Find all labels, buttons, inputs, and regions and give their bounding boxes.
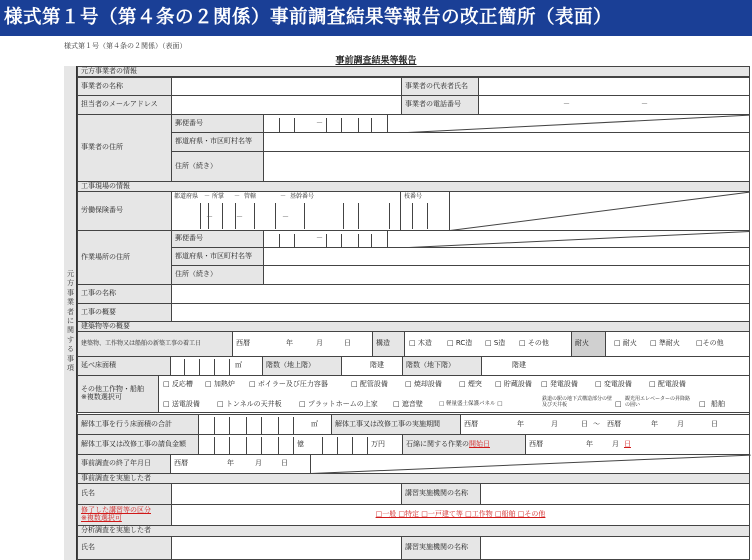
page-banner: 様式第１号（第４条の２関係）事前調査結果等報告の改正箇所（表面）	[0, 0, 752, 36]
floor-area-label: 延べ床面積	[77, 356, 171, 376]
representative-label: 事業者の代表者氏名	[401, 77, 479, 96]
floors-above-label: 階数（地上階）	[262, 356, 342, 376]
option-incinerator[interactable]: □ 焼却設備	[405, 380, 442, 388]
option-substation[interactable]: □ 変電設備	[595, 380, 632, 388]
floors-unit: 階建	[512, 361, 526, 370]
era-label: 西暦	[607, 419, 621, 428]
structure-option-other[interactable]: □ その他	[519, 339, 549, 348]
digit-box	[214, 417, 230, 434]
floors-below-label: 階数（地下階）	[402, 356, 482, 376]
digit-box	[254, 203, 276, 229]
day-label: 日	[711, 419, 718, 428]
survey-end-field[interactable]	[170, 454, 311, 474]
work-period-field[interactable]	[460, 414, 750, 435]
surveyor-section-header: 事前調査を実施した者	[77, 473, 750, 484]
option-sound-barrier[interactable]: □ 遮音壁	[393, 400, 423, 408]
option-ship[interactable]: 船舶	[711, 400, 725, 408]
digit-box	[214, 359, 230, 375]
option-power-gen[interactable]: □ 発電設備	[541, 380, 578, 388]
work-outline-label: 工事の概要	[77, 303, 172, 322]
structure-label: 構造	[372, 331, 405, 357]
construction-start-field[interactable]	[232, 331, 373, 357]
digit-box	[358, 203, 390, 229]
ins-office-label: 管轄	[244, 193, 257, 200]
oku-unit: 億	[297, 439, 304, 448]
survey-end-label: 事前調査の終了年月日	[77, 454, 171, 474]
street-label: 住所（続き）	[171, 265, 264, 285]
fire-option-fireproof[interactable]: □ 耐火	[614, 339, 637, 348]
asbestos-work-start-field[interactable]	[525, 434, 750, 455]
option-checkbox[interactable]: □	[699, 400, 706, 408]
form-title: 事前調査結果等報告	[335, 56, 417, 66]
ins-jurisdiction-label: 所掌	[212, 193, 225, 200]
option-piping[interactable]: □ 配管設備	[351, 380, 388, 388]
digit-box	[358, 234, 372, 247]
digit-box	[184, 359, 200, 375]
ins-dash: －	[234, 193, 241, 200]
structure-option-wood[interactable]: □ 木造	[409, 339, 432, 348]
digit-box	[222, 203, 236, 229]
year-label: 年	[651, 419, 658, 428]
day-label: 日	[581, 419, 588, 428]
option-checkbox[interactable]: □	[615, 400, 622, 408]
ins-dash: －	[204, 193, 211, 200]
ins-dash: －	[206, 213, 213, 221]
ins-dash: －	[282, 213, 289, 221]
digit-box	[326, 118, 342, 132]
insurance-label: 労働保険番号	[77, 191, 172, 231]
fire-option-semi[interactable]: □ 準耐火	[650, 339, 680, 348]
option-platform-roof[interactable]: □ プラットホームの上家	[299, 400, 378, 408]
floors-unit: 階建	[370, 361, 384, 370]
floors-above-field[interactable]	[341, 356, 403, 376]
digit-box	[412, 203, 428, 229]
era-label: 西暦	[174, 459, 188, 468]
demolition-area-label: 解体工事を行う床面積の合計	[77, 414, 199, 435]
era-label: 西暦	[529, 439, 543, 448]
phone-separator: －	[563, 100, 570, 109]
digit-box	[200, 203, 209, 229]
course-type-title: 修了した講習等の区分	[81, 506, 151, 515]
day-label: 日	[344, 339, 351, 348]
option-tunnel-ceiling[interactable]: □ トンネルの天井板	[217, 400, 282, 408]
side-label: 元方事業者に関する事項	[67, 270, 74, 373]
month-label: 月	[551, 419, 558, 428]
ins-branch-label: 枝番号	[404, 193, 423, 200]
building-section-header: 建築物等の概要	[77, 321, 750, 332]
course-type-label	[77, 504, 172, 526]
digit-box	[214, 437, 230, 454]
postal-label: 郵便番号	[171, 114, 264, 133]
phone-label: 事業者の電話番号	[401, 95, 479, 115]
construction-start-label: 建築物、工作物又は船舶の新築工事の着工日	[77, 331, 233, 357]
ins-base-number-label: 基幹番号	[290, 193, 315, 200]
digit-box	[326, 234, 342, 247]
digit-box	[278, 417, 294, 434]
work-name-label: 工事の名称	[77, 284, 172, 304]
contractor-section-header: 元方事業者の情報	[77, 66, 750, 77]
phone-field[interactable]	[478, 95, 750, 115]
option-embankment-panel[interactable]: □ 軽量盛土保護パネル □	[439, 401, 503, 407]
surveyor-name-field[interactable]	[171, 483, 402, 505]
option-storage[interactable]: □ 貯蔵設備	[495, 380, 532, 388]
month-label: 月	[255, 459, 262, 468]
digit-box	[278, 437, 294, 454]
course-type-checkboxes[interactable]: □一般 □特定 □一戸建て等 □工作物 □船舶 □その他	[375, 510, 546, 519]
prefecture-field[interactable]	[263, 132, 750, 152]
multi-select-note: ※複数選択可	[81, 393, 122, 401]
company-name-label: 事業者の名称	[77, 77, 172, 96]
contract-amount-label: 解体工事又は改修工事の請負金額	[77, 434, 199, 455]
form-number-label: 様式第１号（第４条の２関係）（表面）	[64, 42, 187, 50]
course-org-label: 講習実施機関の名称	[401, 483, 481, 505]
digit-box	[246, 437, 262, 454]
digit-box	[358, 118, 372, 132]
month-label: 月	[612, 439, 619, 448]
work-street-field[interactable]	[263, 265, 750, 285]
era-label: 西暦	[236, 339, 250, 348]
option-transmission[interactable]: □ 送電設備	[163, 400, 200, 408]
work-name-field[interactable]	[171, 284, 750, 304]
fire-option-other[interactable]: □その他	[696, 339, 724, 348]
option-reaction-tank[interactable]: □ 反応槽	[163, 380, 193, 388]
phone-separator: －	[641, 100, 648, 109]
structure-option-steel[interactable]: □ S造	[485, 339, 506, 348]
year-label: 年	[517, 419, 524, 428]
day-label: 日	[281, 459, 288, 468]
company-name-field[interactable]	[171, 77, 402, 96]
surveyor-name-label: 氏名	[77, 483, 172, 505]
fire-resistance-options[interactable]	[605, 331, 750, 357]
option-boiler[interactable]: □ ボイラー及び圧力容器	[249, 380, 328, 388]
work-outline-field[interactable]	[171, 303, 750, 322]
other-structures-title: その他工作物・船舶	[81, 385, 144, 394]
day-label-red: 日	[624, 439, 631, 448]
analyst-name-field[interactable]	[171, 536, 402, 560]
man-yen-unit: 万円	[371, 439, 385, 448]
course-type-options[interactable]	[171, 504, 750, 526]
sqm-unit: ㎡	[235, 361, 242, 370]
work-prefecture-field[interactable]	[263, 247, 750, 266]
option-chimney[interactable]: □ 煙突	[459, 380, 482, 388]
representative-field[interactable]	[478, 77, 750, 96]
work-address-label: 作業場所の住所	[77, 230, 172, 285]
analyst-course-org-field[interactable]	[480, 536, 750, 560]
digit-box	[352, 437, 368, 454]
street-field[interactable]	[263, 151, 750, 182]
option-sightseeing-elevator[interactable]: 観光用エレベーターの昇降路の囲い	[625, 396, 691, 408]
asbestos-start-red: 開始日	[469, 439, 490, 448]
course-org-field[interactable]	[480, 483, 750, 505]
option-distribution[interactable]: □ 配電設備	[649, 380, 686, 388]
ins-dash: －	[280, 193, 287, 200]
analyst-name-label: 氏名	[77, 536, 172, 560]
digit-box	[279, 234, 295, 247]
asbestos-work-start-label	[402, 434, 526, 455]
structure-options[interactable]	[404, 331, 572, 357]
analyst-section-header: 分析調査を実施した者	[77, 525, 750, 537]
digit-box	[246, 417, 262, 434]
ins-dash: －	[236, 213, 243, 221]
structure-option-rc[interactable]: □ RC造	[447, 339, 473, 348]
address-label: 事業者の住所	[77, 114, 172, 182]
other-structures-label	[77, 375, 159, 413]
month-label: 月	[677, 419, 684, 428]
email-label: 担当者のメールアドレス	[77, 95, 172, 115]
digit-box	[279, 118, 295, 132]
other-structures-options[interactable]	[158, 375, 750, 413]
multi-select-note: ※複数選択可	[81, 514, 122, 522]
street-label: 住所（続き）	[171, 151, 264, 182]
postal-label: 郵便番号	[171, 230, 264, 248]
tilde: 〜	[593, 419, 600, 428]
site-section-header: 工事現場の情報	[77, 181, 750, 192]
digit-box	[322, 437, 338, 454]
work-period-label: 解体工事又は改修工事の実施期間	[331, 414, 461, 435]
analyst-course-org-label: 講習実施機関の名称	[401, 536, 481, 560]
year-label: 年	[227, 459, 234, 468]
email-field[interactable]	[171, 95, 402, 115]
prefecture-label: 都道府県・市区町村名等	[171, 132, 264, 152]
year-label: 年	[286, 339, 293, 348]
asbestos-work-label: 石綿に関する作業の	[406, 439, 469, 448]
option-furnace[interactable]: □ 加熱炉	[205, 380, 235, 388]
year-label: 年	[586, 439, 593, 448]
ins-prefecture-label: 都道府県	[174, 193, 199, 200]
postal-separator: －	[316, 118, 323, 127]
digit-box	[304, 203, 344, 229]
option-station-underground[interactable]: 鉄道の駅の地下式構造部分の壁及び天井板	[542, 396, 613, 408]
month-label: 月	[316, 339, 323, 348]
fire-resistance-label: 耐火	[571, 331, 606, 357]
floors-below-field[interactable]	[481, 356, 750, 376]
sqm-unit: ㎡	[311, 419, 318, 428]
postal-separator: －	[316, 234, 323, 243]
era-label: 西暦	[464, 419, 478, 428]
prefecture-label: 都道府県・市区町村名等	[171, 247, 264, 266]
